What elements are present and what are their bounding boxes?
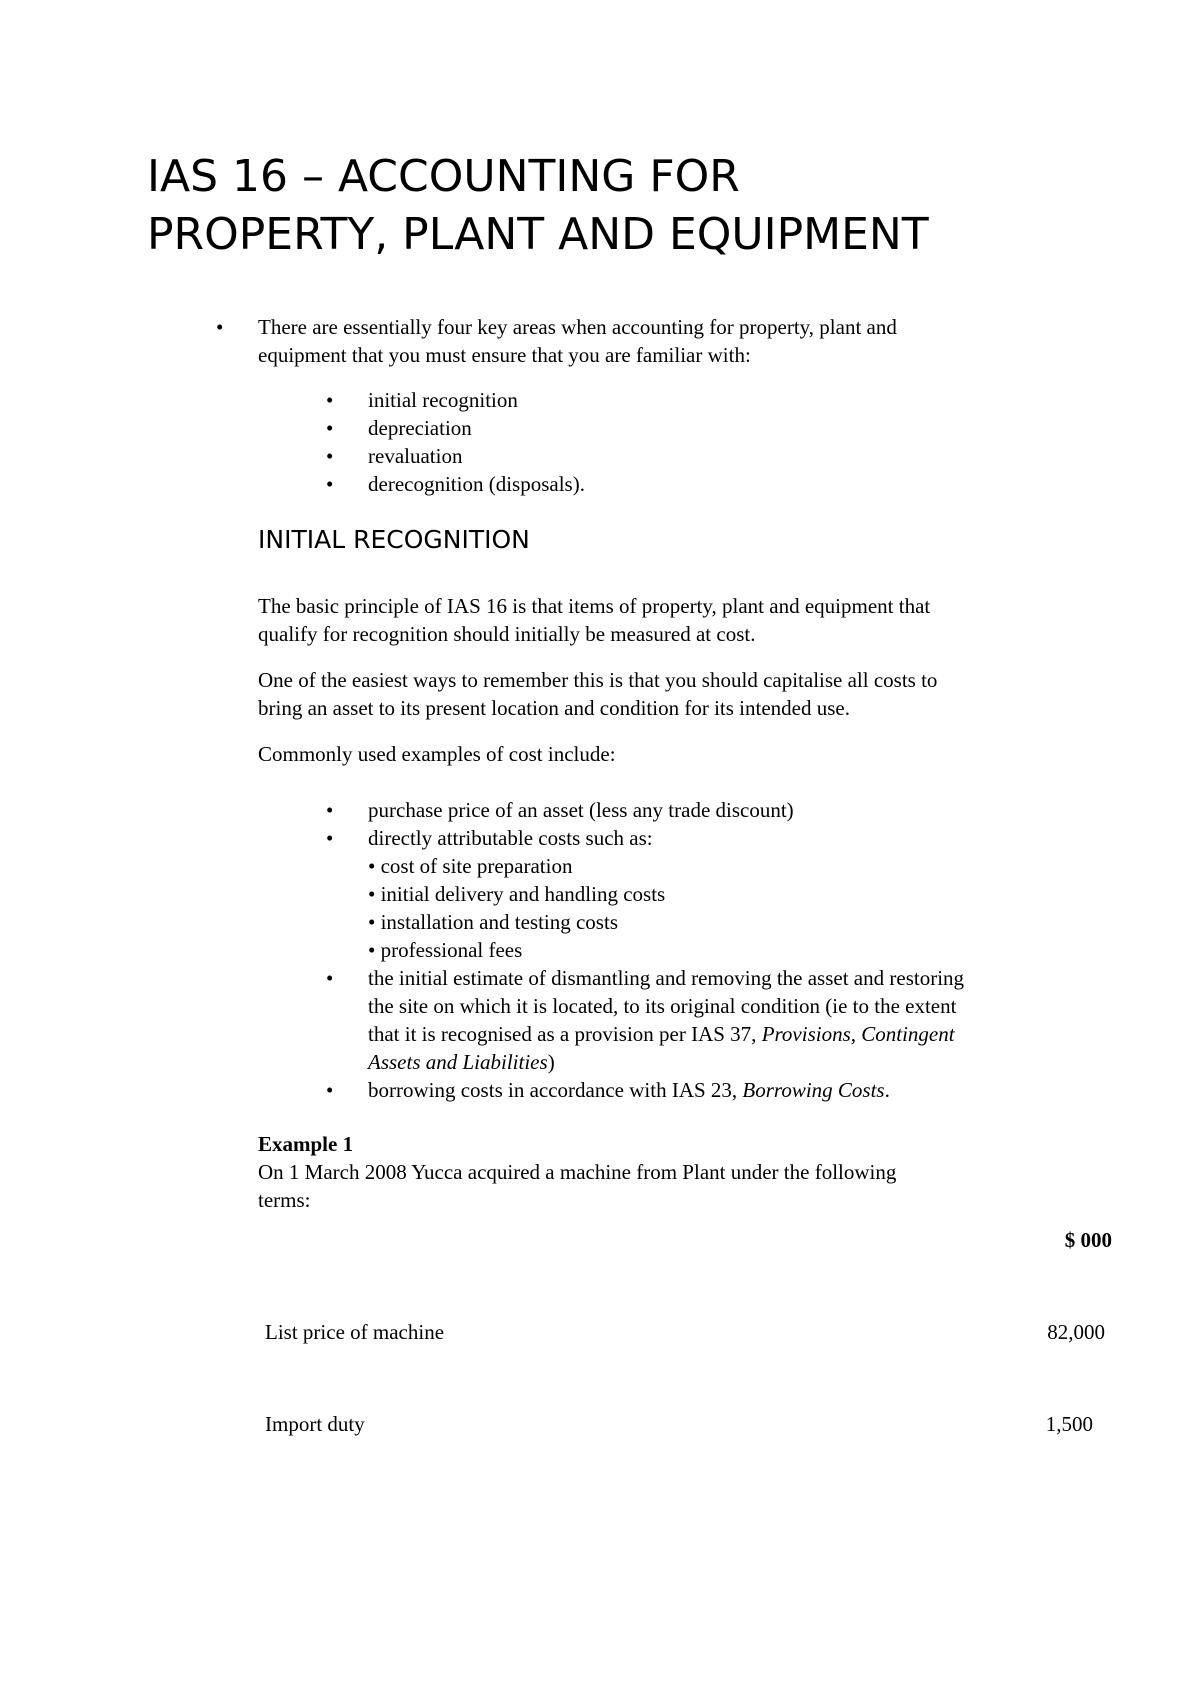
standard-name-italic: Borrowing Costs [742, 1078, 885, 1102]
key-area-text: derecognition (disposals). [368, 472, 585, 496]
sub-item-text: • professional fees [368, 938, 523, 962]
cost-item-text [368, 1048, 1068, 1076]
example-title: Example 1 [258, 1132, 354, 1156]
bullet-icon: • [326, 472, 334, 496]
list-item [326, 964, 1068, 1076]
example-line: terms: [258, 1188, 311, 1212]
list-item [326, 442, 585, 470]
bullet-icon: • [326, 966, 334, 990]
row-label: Import duty [265, 1412, 365, 1436]
list-item [326, 796, 1068, 824]
bullet-icon: • [326, 388, 334, 412]
row-value: 82,000 [1047, 1320, 1105, 1344]
currency-column-header: $ 000 [1064, 1228, 1112, 1252]
cost-examples-list [326, 796, 1068, 1104]
key-area-text: initial recognition [368, 388, 518, 412]
example-1-block [258, 1130, 1058, 1214]
bullet-icon: • [326, 416, 334, 440]
list-item [326, 414, 585, 442]
list-item [326, 824, 1068, 964]
row-label: List price of machine [265, 1320, 445, 1344]
intro-line-1: There are essentially four key areas when accounting for property, plant and [258, 315, 897, 339]
paragraph-line: qualify for recognition should initially be measured at cost. [258, 622, 756, 646]
sub-item-text: • cost of site preparation [368, 854, 573, 878]
example-line: On 1 March 2008 Yucca acquired a machine from Plant under the following [258, 1160, 897, 1184]
cost-item-text-part: borrowing costs in accordance with IAS 23, [368, 1078, 743, 1102]
bullet-icon: • [326, 444, 334, 468]
list-item [326, 470, 585, 498]
cost-item-text: the site on which it is located, to its original condition (ie to the extent [368, 994, 957, 1018]
section-heading-initial-recognition: INITIAL RECOGNITION [258, 525, 530, 554]
paragraph-line: bring an asset to its present location and condition for its intended use. [258, 696, 850, 720]
intro-bullet-item [216, 313, 1058, 369]
standard-name-italic: Assets and Liabilities [368, 1050, 548, 1074]
list-item [326, 1076, 1068, 1104]
bullet-icon: • [216, 315, 224, 339]
key-areas-list [326, 386, 585, 498]
cost-item-text-part: ) [547, 1050, 555, 1074]
bullet-icon: • [326, 798, 334, 822]
sub-item-text: • installation and testing costs [368, 910, 618, 934]
cost-item-text: purchase price of an asset (less any trade discount) [368, 798, 794, 822]
cost-item-text-part: . [884, 1078, 890, 1102]
cost-item-text [368, 1076, 1068, 1104]
paragraph-line: One of the easiest ways to remember this is that you should capitalise all costs to [258, 668, 938, 692]
intro-line-2: equipment that you must ensure that you are familiar with: [258, 343, 751, 367]
row-value: 1,500 [1045, 1412, 1093, 1436]
paragraph-line: Commonly used examples of cost include: [258, 742, 616, 766]
paragraph-basic-principle [258, 592, 1058, 648]
sub-item-text: • initial delivery and handling costs [368, 882, 666, 906]
cost-item-text: the initial estimate of dismantling and removing the asset and restoring [368, 966, 965, 990]
paragraph-capitalise-costs [258, 666, 1058, 722]
page-title-line-1: IAS 16 – ACCOUNTING FOR [147, 151, 740, 202]
paragraph-examples-intro [258, 740, 1058, 768]
bullet-icon: • [326, 826, 334, 850]
cost-item-text: directly attributable costs such as: [368, 826, 653, 850]
list-item [326, 386, 585, 414]
paragraph-line: The basic principle of IAS 16 is that items of property, plant and equipment that [258, 594, 931, 618]
page-title-line-2: PROPERTY, PLANT AND EQUIPMENT [147, 209, 929, 260]
key-area-text: depreciation [368, 416, 472, 440]
standard-name-italic: Provisions, Contingent [761, 1022, 955, 1046]
cost-item-text-part: that it is recognised as a provision per IAS 37, [368, 1022, 762, 1046]
key-area-text: revaluation [368, 444, 463, 468]
bullet-icon: • [326, 1078, 334, 1102]
cost-item-text [368, 1020, 1068, 1048]
page-title [147, 148, 1107, 264]
